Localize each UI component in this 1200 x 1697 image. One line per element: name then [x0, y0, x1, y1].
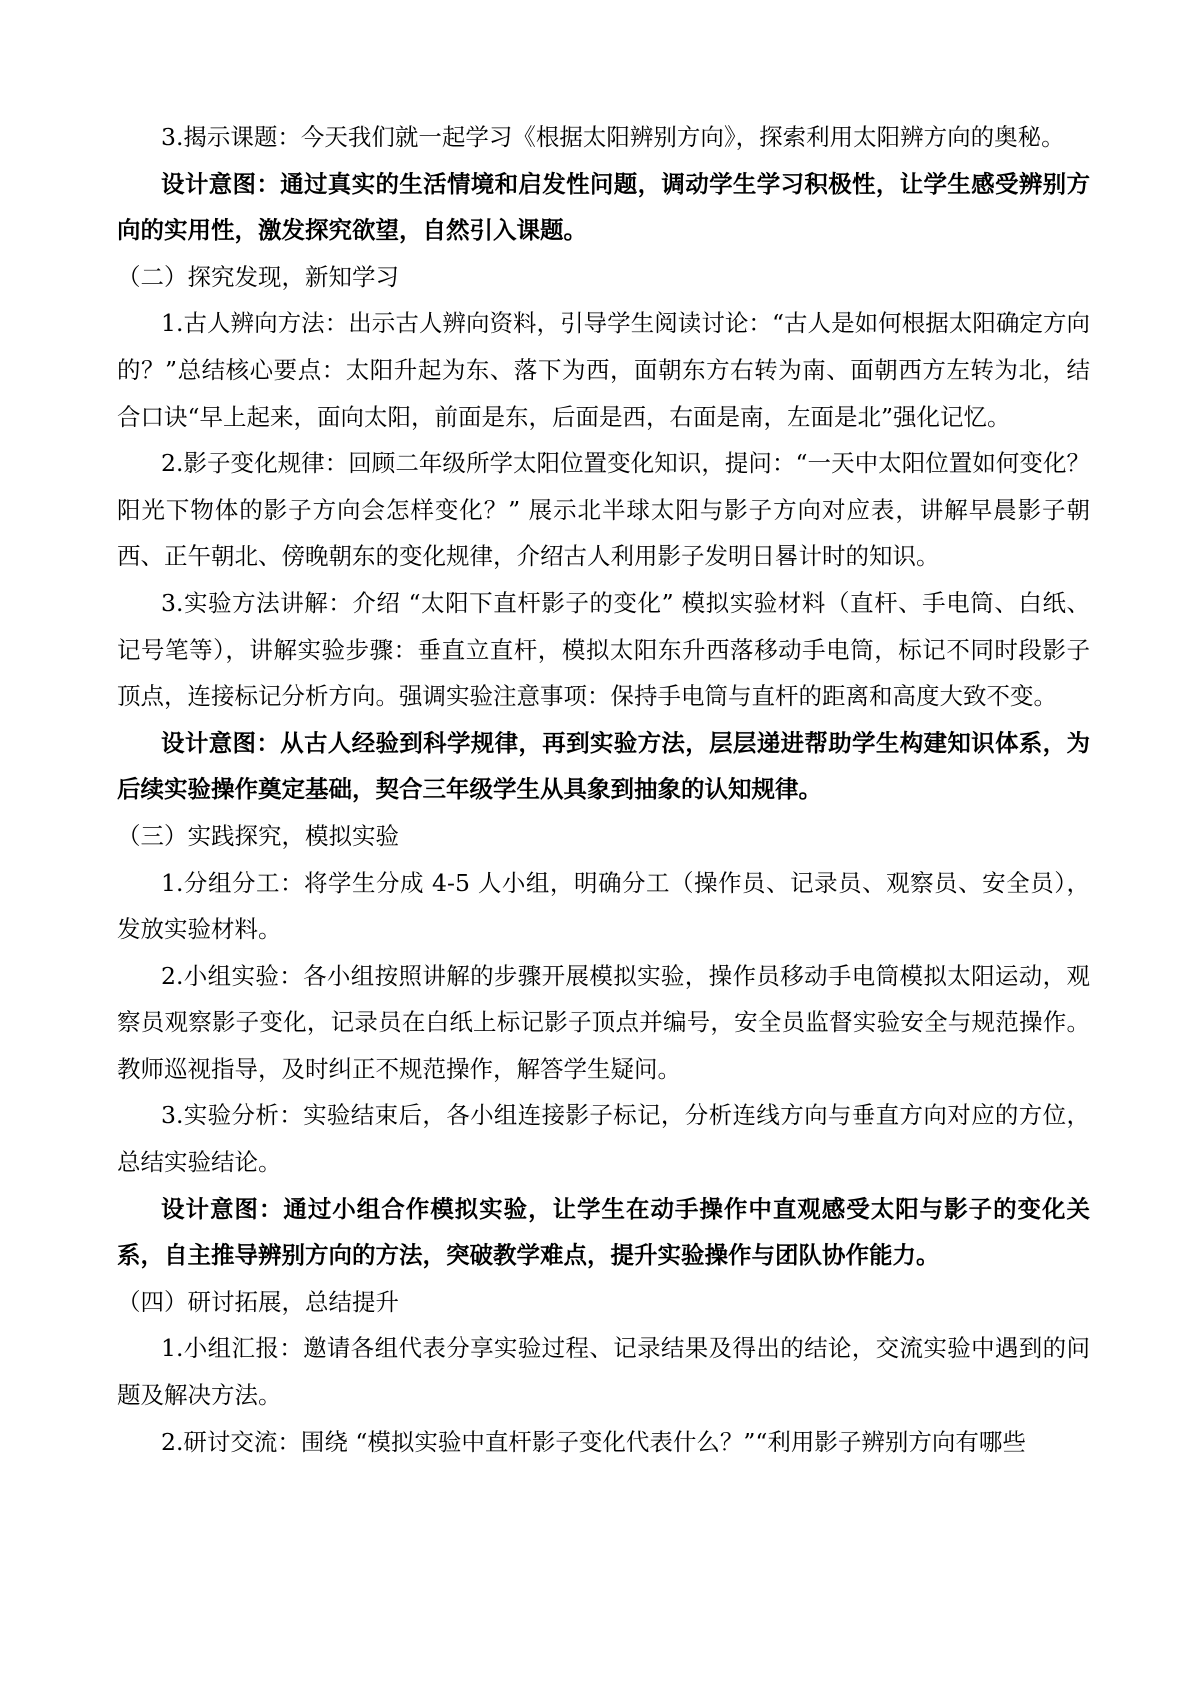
document-page	[117, 114, 1090, 1465]
paragraph-discussion: 2.研讨交流：围绕 “模拟实验中直杆影子变化代表什么？”“利用影子辨别方向有哪些	[161, 1427, 1026, 1456]
paragraph-experiment-analysis: 3.实验分析：实验结束后，各小组连接影子标记，分析连线方向与垂直方向对应的方位，总结实验结论。	[117, 1101, 1090, 1177]
paragraph-grouping: 1.分组分工：将学生分成 4-5 人小组，明确分工（操作员、记录员、观察员、安全员），发放实验材料。	[117, 868, 1090, 944]
section-heading-2: （二）探究发现，新知学习	[117, 262, 399, 291]
paragraph-experiment-method: 3.实验方法讲解：介绍 “太阳下直杆影子的变化” 模拟实验材料（直杆、手电筒、白纸、记号笔等），讲解实验步骤：垂直立直杆，模拟太阳东升西落移动手电筒，标记不同时段影子顶点，连接标记分析方向。强调实验注意事项：保持手电筒与直杆的距离和高度大致不变。	[117, 588, 1090, 711]
design-intent-paragraph: 设计意图：从古人经验到科学规律，再到实验方法，层层递进帮助学生构建知识体系，为后续实验操作奠定基础，契合三年级学生从具象到抽象的认知规律。	[117, 728, 1090, 804]
paragraph-shadow-rule: 2.影子变化规律：回顾二年级所学太阳位置变化知识，提问：“一天中太阳位置如何变化？阳光下物体的影子方向会怎样变化？” 展示北半球太阳与影子方向对应表，讲解早晨影子朝西、正午朝北、傍晚朝东的变化规律，介绍古人利用影子发明日晷计时的知识。	[117, 449, 1090, 571]
design-intent-paragraph: 设计意图：通过小组合作模拟实验，让学生在动手操作中直观感受太阳与影子的变化关系，自主推导辨别方向的方法，突破教学难点，提升实验操作与团队协作能力。	[117, 1194, 1090, 1270]
paragraph-reveal-topic: 3.揭示课题：今天我们就一起学习《根据太阳辨别方向》，探索利用太阳辨方向的奥秘。	[161, 123, 1065, 151]
design-intent-paragraph: 设计意图：通过真实的生活情境和启发性问题，调动学生学习积极性，让学生感受辨别方向的实用性，激发探究欲望，自然引入课题。	[117, 169, 1090, 245]
paragraph-group-report: 1.小组汇报：邀请各组代表分享实验过程、记录结果及得出的结论，交流实验中遇到的问题及解决方法。	[117, 1334, 1090, 1410]
paragraph-ancient-method: 1.古人辨向方法：出示古人辨向资料，引导学生阅读讨论：“古人是如何根据太阳确定方向的？”总结核心要点：太阳升起为东、落下为西，面朝东方右转为南、面朝西方左转为北，结合口诀“早上起来，面向太阳，前面是东，后面是西，右面是南，左面是北”强化记忆。	[117, 309, 1090, 431]
section-heading-3: （三）实践探究，模拟实验	[117, 821, 399, 850]
section-heading-4: （四）研讨拓展，总结提升	[117, 1287, 399, 1316]
paragraph-group-experiment: 2.小组实验：各小组按照讲解的步骤开展模拟实验，操作员移动手电筒模拟太阳运动，观察员观察影子变化，记录员在白纸上标记影子顶点并编号，安全员监督实验安全与规范操作。教师巡视指导，及时纠正不规范操作，解答学生疑问。	[117, 961, 1090, 1083]
